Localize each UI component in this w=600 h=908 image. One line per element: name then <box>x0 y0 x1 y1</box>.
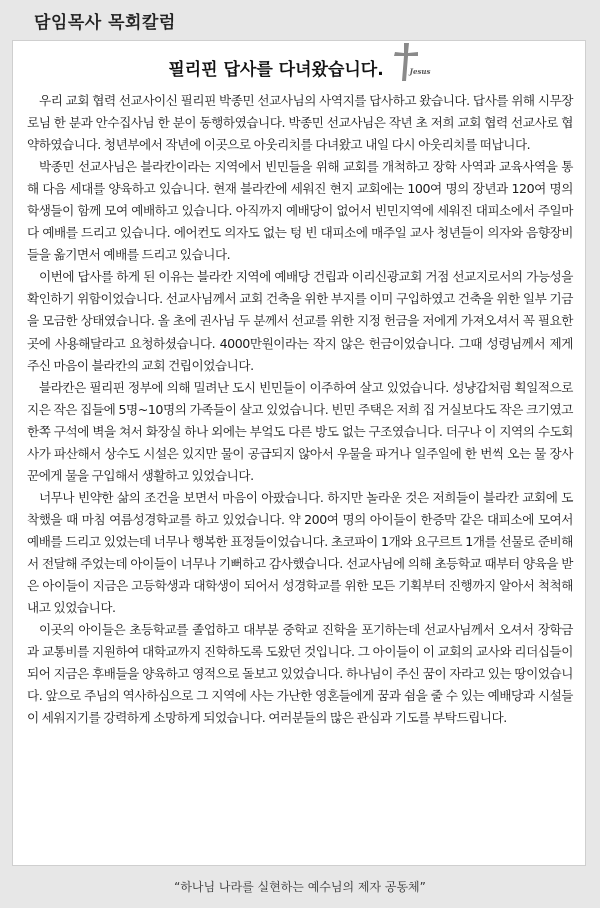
article-title <box>168 55 429 80</box>
jesus-logo-text: Jesus <box>409 67 431 76</box>
article-body <box>27 90 573 729</box>
cross-icon <box>390 41 430 83</box>
article-paragraph: 박종민 선교사님은 블라칸이라는 지역에서 빈민들을 위해 교회를 개척하고 장학 사역과 교육사역을 통해 다음 세대를 양육하고 있습니다. 현재 블라칸에 세워진 현지 교회에는 100여 명의 장년과 120여 명의 학생들이 함께 모여 예배하고 있습니다. 아직까지 예배당이 없어서 빈민지역에 세워진 대피소에서 주일마다 예배를 드리고 있습니다. 에어컨도 의자도 없는 텅 빈 대피소에 매주일 교사 청년들이 의자와 음향장비들을 옮기면서 예배를 드리고 있습니다. <box>27 159 573 263</box>
article-title-text: 필리핀 답사를 다녀왔습니다. <box>168 60 384 80</box>
article-paragraph: 블라칸은 필리핀 정부에 의해 밀려난 도시 빈민들이 이주하여 살고 있었습니다. 성냥갑처럼 획일적으로 지은 작은 집들에 5명~10명의 가족들이 살고 있었습니다. 빈민 주택은 저희 집 거실보다도 작은 크기였고 한쪽 구석에 벽을 쳐서 화장실 하나 외에는 부엌도 다른 방도 없는 구조였습니다. 더구나 이 지역의 수도회사가 파산해서 상수도 시설은 있지만 물이 공급되지 않아서 우물을 파거나 일주일에 한 번씩 오는 물 장사꾼에게 물을 구입해서 생활하고 있었습니다. <box>27 379 573 483</box>
article-box <box>12 40 586 866</box>
article-paragraph: 이번에 답사를 하게 된 이유는 블라칸 지역에 예배당 건립과 이리신광교회 거점 선교지로서의 가능성을 확인하기 위함이었습니다. 선교사님께서 교회 건축을 위한 부지를 이미 구입하였고 건축을 위한 일부 기금을 모금한 상태였습니다. 올 초에 권사님 두 분께서 선교를 위한 지정 헌금을 저에게 가져오셔서 꼭 필요한 곳에 사용해달라고 요청하셨습니다. 4000만원이라는 작지 않은 헌금이었습니다. 그때 성령님께서 제게 주신 마음이 블라칸의 교회 건립이었습니다. <box>27 269 573 373</box>
article-paragraph: 너무나 빈약한 삶의 조건을 보면서 마음이 아팠습니다. 하지만 놀라운 것은 저희들이 블라칸 교회에 도착했을 때 마침 여름성경학교를 하고 있었습니다. 약 200여 명의 아이들이 한증막 같은 대피소에 모여서 예배를 드리고 있었는데 너무나 행복한 표정들이었습니다. 초코파이 1개와 요구르트 1개를 선물로 준비해서 전달해 주었는데 아이들이 너무나 기뻐하고 감사했습니다. 선교사님에 의해 초등학교 때부터 양육을 받은 아이들이 지금은 고등학생과 대학생이 되어서 성경학교를 위한 모든 기획부터 진행까지 알아서 척척해내고 있었습니다. <box>27 489 573 616</box>
article-paragraph: 우리 교회 협력 선교사이신 필리핀 박종민 선교사님의 사역지를 답사하고 왔습니다. 답사를 위해 시무장로님 한 분과 안수집사님 한 분이 동행하였습니다. 박종민 선교사님은 작년 초 저희 교회 협력 선교사로 협약하였습니다. 청년부에서 작년에 이곳으로 아웃리치를 다녀왔고 내일 다시 아웃리치를 떠납니다. <box>27 93 573 153</box>
footer-motto: “하나님 나라를 실현하는 예수님의 제자 공동체” <box>174 880 426 894</box>
cross-logo-svg <box>390 41 430 83</box>
column-header: 담임목사 목회칼럼 <box>34 13 176 33</box>
article-paragraph: 이곳의 아이들은 초등학교를 졸업하고 대부분 중학교 진학을 포기하는데 선교사님께서 오셔서 장학금과 교통비를 지원하여 대학교까지 진학하도록 도왔던 것입니다. 그 아이들이 이 교회의 교사와 리더십들이 되어 지금은 후배들을 양육하고 영적으로 돌보고 있었습니다. 하나님이 주신 꿈이 자라고 있는 땅이었습니다. 앞으로 주님의 역사하심으로 그 지역에 사는 가난한 영혼들에게 꿈과 쉼을 줄 수 있는 예배당과 시설들이 세워지기를 강력하게 소망하게 되었습니다. 여러분들의 많은 관심과 기도를 부탁드립니다. <box>27 622 573 726</box>
title-row <box>13 55 585 80</box>
